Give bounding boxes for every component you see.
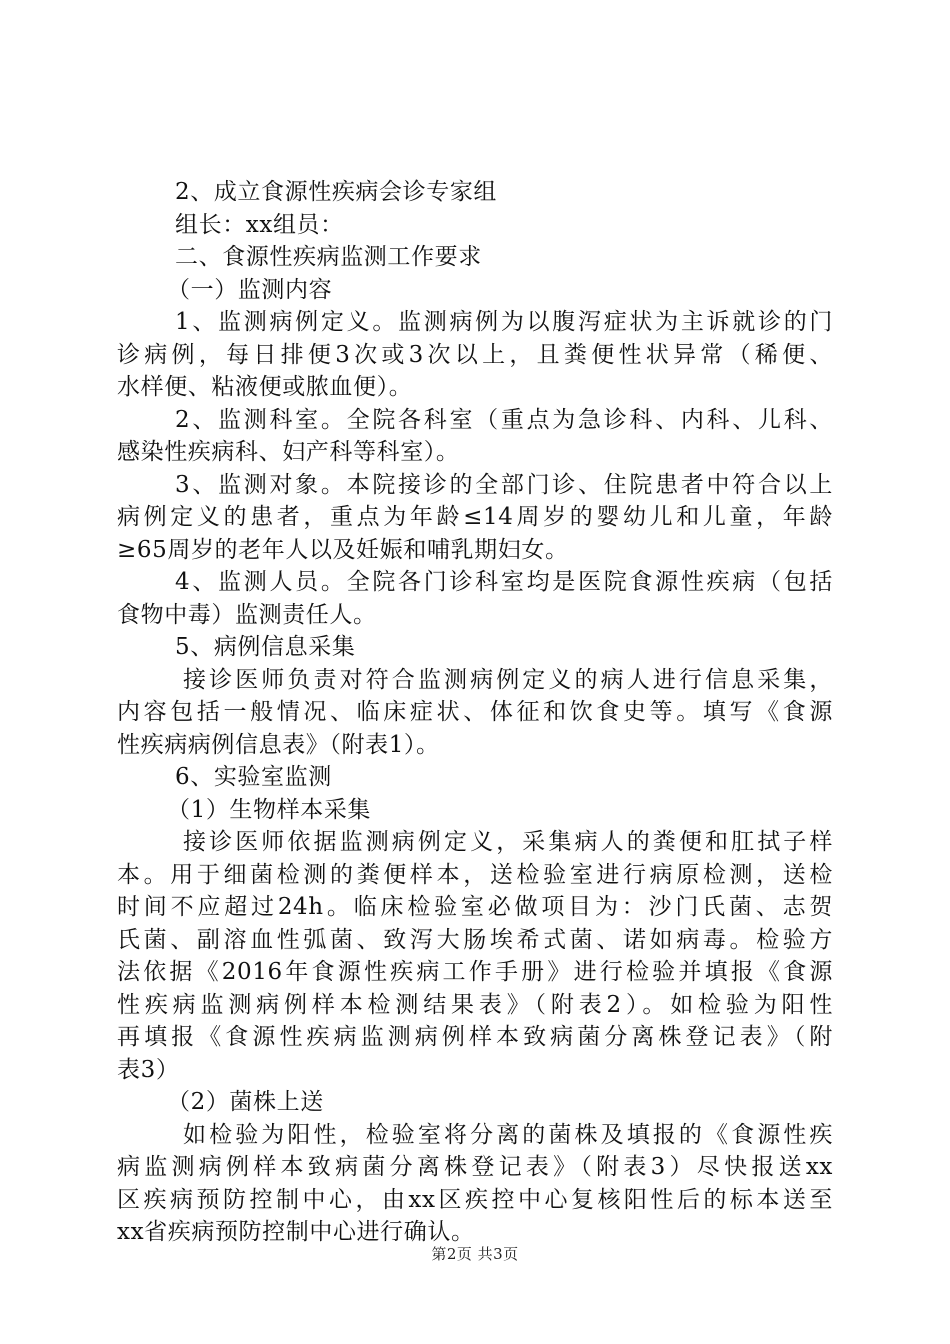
text-line: 感染性疾病科、妇产科等科室）。 <box>117 439 460 465</box>
page-number: 第2页 共3页 <box>431 1245 519 1263</box>
text-line: 3、监测对象。本院接诊的全部门诊、住院患者中符合以上 <box>175 471 833 498</box>
text-line: （2）菌株上送 <box>167 1089 324 1115</box>
text-line: 5、病例信息采集 <box>175 634 356 660</box>
text-line: ≥65周岁的老年人以及妊娠和哺乳期妇女。 <box>117 536 569 563</box>
text-line: 二、食源性疾病监测工作要求 <box>175 244 482 270</box>
text-line: 时间不应超过24h。临床检验室必做项目为：沙门氏菌、志贺 <box>117 894 833 920</box>
text-line: 病监测病例样本致病菌分离株登记表》（附表3）尽快报送xx <box>117 1154 833 1180</box>
text-line: 如检验为阳性，检验室将分离的菌株及填报的《食源性疾 <box>183 1121 833 1148</box>
text-line: 性疾病病例信息表》（附表1）。 <box>117 731 440 758</box>
text-line: 6、实验室监测 <box>175 764 332 790</box>
text-line: 组长：xx组员： <box>175 211 344 238</box>
text-line: 2、成立食源性疾病会诊专家组 <box>175 179 498 205</box>
text-line: 性疾病监测病例样本检测结果表》（附表2）。如检验为阳性 <box>117 991 833 1018</box>
text-line: xx省疾病预防控制中心进行确认。 <box>117 1219 475 1245</box>
text-line: 内容包括一般情况、临床症状、体征和饮食史等。填写《食源 <box>117 699 833 725</box>
text-line: 4、监测人员。全院各门诊科室均是医院食源性疾病（包括 <box>175 569 833 595</box>
text-line: （一）监测内容 <box>167 276 333 303</box>
text-line: 病例定义的患者，重点为年龄≤14周岁的婴幼儿和儿童，年龄 <box>117 504 833 530</box>
text-line: 食物中毒）监测责任人。 <box>117 601 377 628</box>
text-line: 诊病例，每日排便3次或3次以上，且粪便性状异常（稀便、 <box>117 341 833 368</box>
text-line: 接诊医师负责对符合监测病例定义的病人进行信息采集， <box>183 666 833 693</box>
text-line: 区疾病预防控制中心，由xx区疾控中心复核阳性后的标本送至 <box>117 1186 833 1213</box>
text-line: 表3） <box>117 1056 180 1083</box>
text-line: 2、监测科室。全院各科室（重点为急诊科、内科、儿科、 <box>175 406 833 433</box>
document-body <box>117 176 833 1249</box>
text-line: 氏菌、副溶血性弧菌、致泻大肠埃希式菌、诺如病毒。检验方 <box>117 926 833 953</box>
text-line: 水样便、粘液便或脓血便）。 <box>117 374 413 400</box>
text-line: （1）生物样本采集 <box>167 796 372 823</box>
text-line: 本。用于细菌检测的粪便样本，送检验室进行病原检测，送检 <box>117 861 833 888</box>
text-line: 1、监测病例定义。监测病例为以腹泻症状为主诉就诊的门 <box>175 309 833 335</box>
text-line: 接诊医师依据监测病例定义，采集病人的粪便和肛拭子样 <box>183 829 833 855</box>
text-line: 法依据《2016年食源性疾病工作手册》进行检验并填报《食源 <box>117 959 833 985</box>
text-line: 再填报《食源性疾病监测病例样本致病菌分离株登记表》（附 <box>117 1024 833 1050</box>
